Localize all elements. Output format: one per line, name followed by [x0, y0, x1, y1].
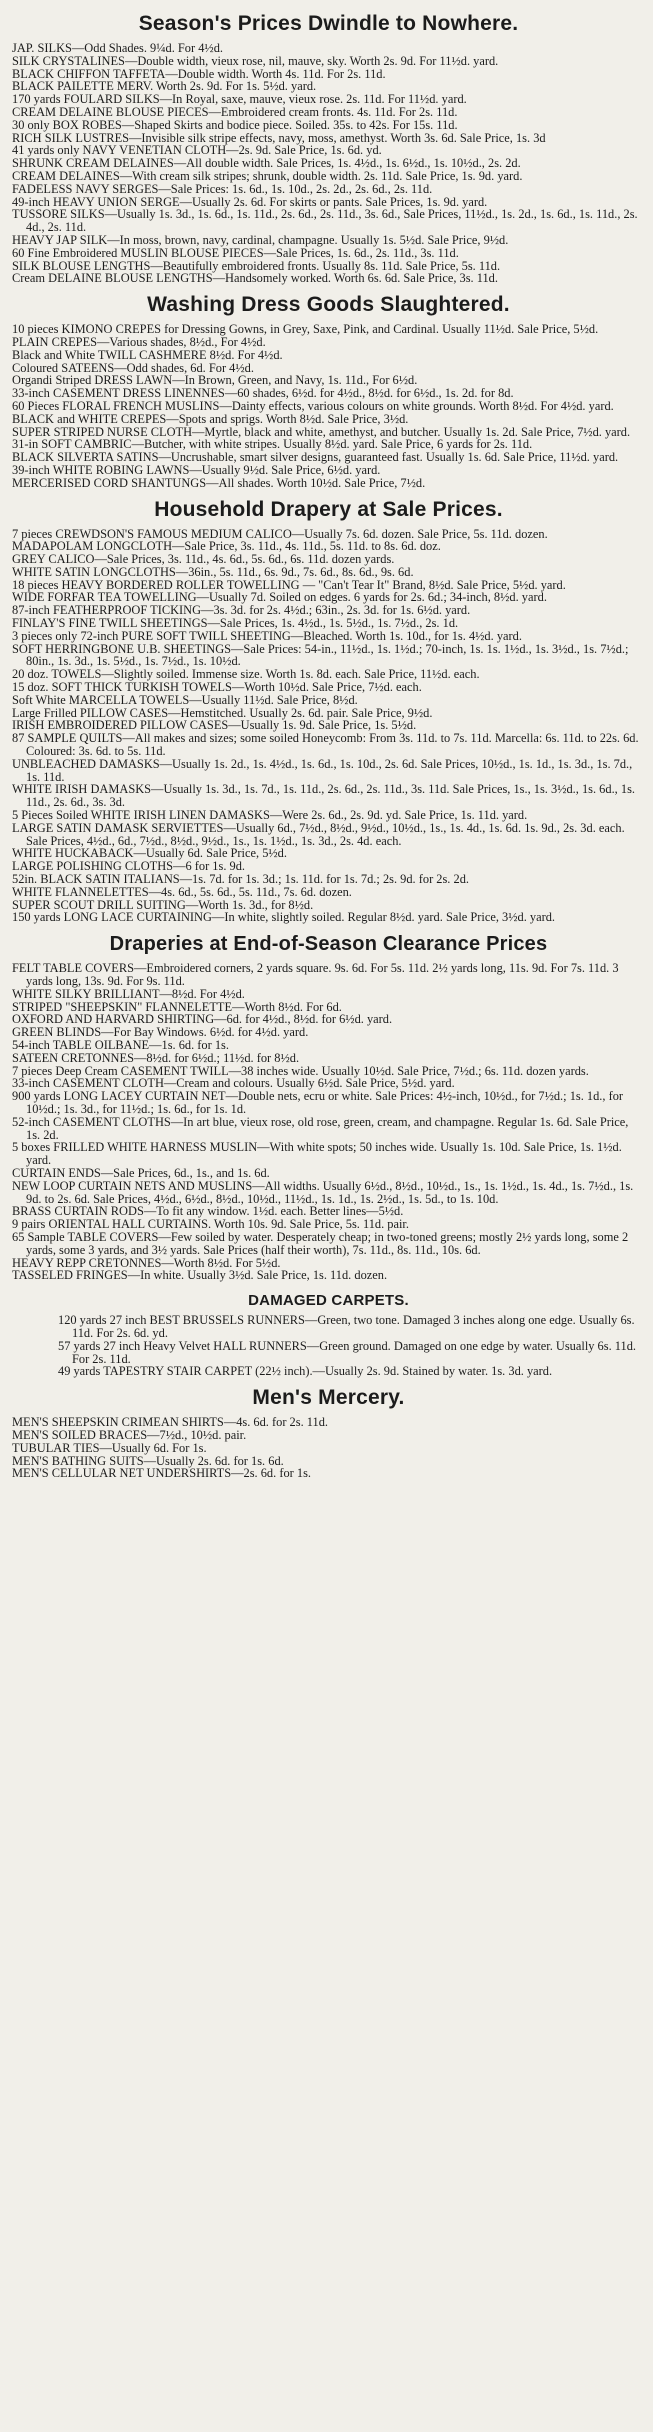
sale-item: RICH SILK LUSTRES—Invisible silk stripe effects, navy, moss, amethyst. Worth 3s. 6d. Sale Price, 1s. 3d — [12, 130, 546, 145]
sale-item: 18 pieces HEAVY BORDERED ROLLER TOWELLING — "Can't Tear It" Brand, 8½d. Sale Price, 5½d. yard. — [12, 577, 566, 592]
sale-item: 52in. BLACK SATIN ITALIANS—1s. 7d. for 1s. 3d.; 1s. 11d. for 1s. 7d.; 2s. 9d. for 2s. 2d. — [12, 872, 469, 887]
sale-item: SHRUNK CREAM DELAINES—All double width. Sale Prices, 1s. 4½d., 1s. 6½d., 1s. 10½d., 2s. 2d. — [12, 156, 521, 171]
ad-section — [12, 1290, 645, 1378]
sale-item: 900 yards LONG LACEY CURTAIN NET—Double nets, ecru or white. Sale Prices: 4½-inch, 10½d., for 7½d.; 1s. 1d., for 10½d.; 1s. 3d., for 11½d.; 1s. 6d., for 1s. 1d. — [12, 1089, 624, 1116]
sale-item: GREEN BLINDS—For Bay Windows. 6½d. for 4½d. yard. — [12, 1025, 309, 1040]
sale-item: LARGE SATIN DAMASK SERVIETTES—Usually 6d., 7½d., 8½d., 9½d., 10½d., 1s., 1s. 4d., 1s. 6d. 1s. 9d., 2s. 3d. each. Sale Prices, 4½d., 6d., 7½d., 8½d., 9½d., 1s., 1s. 1½d., 1s. 3d., 2s. 4d. each. — [12, 820, 625, 848]
sale-item: 87-inch FEATHERPROOF TICKING—3s. 3d. for 2s. 4½d.; 63in., 2s. 3d. for 1s. 6½d. yard. — [12, 603, 471, 618]
sale-item: 10 pieces KIMONO CREPES for Dressing Gowns, in Grey, Saxe, Pink, and Cardinal. Usually 11½d. Sale Price, 5½d. — [12, 322, 599, 337]
sale-item: CREAM DELAINE BLOUSE PIECES—Embroidered cream fronts. 4s. 11d. For 2s. 11d. — [12, 104, 458, 119]
sale-item: 60 Fine Embroidered MUSLIN BLOUSE PIECES—Sale Prices, 1s. 6d., 2s. 11d., 3s. 11d. — [12, 245, 459, 260]
sale-item: JAP. SILKS—Odd Shades. 9¼d. For 4½d. — [12, 41, 224, 55]
sale-item: BRASS CURTAIN RODS—To fit any window. 1½d. each. Better lines—5½d. — [12, 1204, 404, 1219]
sale-item: MEN'S BATHING SUITS—Usually 2s. 6d. for 1s. 6d. — [12, 1453, 284, 1468]
sale-item: MEN'S SHEEPSKIN CRIMEAN SHIRTS—4s. 6d. for 2s. 11d. — [12, 1415, 328, 1430]
sale-item: TUSSORE SILKS—Usually 1s. 3d., 1s. 6d., 1s. 11d., 2s. 6d., 2s. 11d., 3s. 6d., Sale Prices, 11½d., 1s. 2d., 1s. 6d., 1s. 11d., 2s. 4d., 2s. 11d. — [12, 207, 638, 235]
sale-item: WIDE FORFAR TEA TOWELLING—Usually 7d. Soiled on edges. 6 yards for 2s. 6d.; 34-inch, 8½d. yard. — [12, 590, 547, 605]
sale-item: SILK CRYSTALINES—Double width, vieux rose, nil, mauve, sky. Worth 2s. 9d. For 11½d. yard. — [12, 53, 499, 68]
sale-item: 49-inch HEAVY UNION SERGE—Usually 2s. 6d. For skirts or pants. Sale Prices, 1s. 9d. yard. — [12, 194, 488, 209]
ad-section — [12, 496, 645, 925]
sale-item: MEN'S SOILED BRACES—7½d., 10½d. pair. — [12, 1427, 247, 1442]
ad-section — [12, 10, 645, 285]
sale-item: 7 pieces CREWDSON'S FAMOUS MEDIUM CALICO—Usually 7s. 6d. dozen. Sale Price, 5s. 11d. dozen. — [12, 526, 548, 541]
sale-item: GREY CALICO—Sale Prices, 3s. 11d., 4s. 6d., 5s. 6d., 6s. 11d. dozen yards. — [12, 552, 395, 567]
sale-item: WHITE SATIN LONGCLOTHS—36in., 5s. 11d., 6s. 9d., 7s. 6d., 8s. 6d., 9s. 6d. — [12, 564, 414, 579]
sale-item: 5 boxes FRILLED WHITE HARNESS MUSLIN—With white spots; 50 inches wide. Usually 1s. 10d. Sale Price, 1s. 1½d. yard. — [12, 1140, 622, 1168]
sale-item: 120 yards 27 inch BEST BRUSSELS RUNNERS—Green, two tone. Damaged 3 inches along one edge. Usually 6s. 11d. For 2s. 6d. yd. — [58, 1313, 635, 1340]
sale-item: UNBLEACHED DAMASKS—Usually 1s. 2d., 1s. 4½d., 1s. 6d., 1s. 10d., 2s. 6d. Sale Prices, 10½d., 1s. 1d., 1s. 3d., 1s. 7d., 1s. 11d. — [12, 756, 633, 784]
sale-item: 30 only BOX ROBES—Shaped Skirts and bodice piece. Soiled. 35s. to 42s. For 15s. 11d. — [12, 117, 458, 132]
sale-item: FELT TABLE COVERS—Embroidered corners, 2 yards square. 9s. 6d. For 5s. 11d. 2½ yards long, 11s. 9d. For 7s. 11d. 3 yards long, 13s. 9d. For 9s. 11d. — [12, 961, 619, 988]
sale-item: 87 SAMPLE QUILTS—All makes and sizes; some soiled Honeycomb: From 3s. 11d. to 7s. 11d. Marcella: 6s. 11d. to 22s. 6d. Coloured: 3s. 6d. to 5s. 11d. — [12, 731, 639, 759]
sale-item: BLACK SILVERTA SATINS—Uncrushable, smart silver designs, guaranteed fast. Usually 1s. 6d. Sale Price, 11½d. yard. — [12, 450, 619, 465]
sale-item: BLACK PAILETTE MERV. Worth 2s. 9d. For 1s. 5½d. yard. — [12, 79, 317, 94]
sale-item: CREAM DELAINES—With cream silk stripes; shrunk, double width. 2s. 11d. Sale Price, 1s. 9d. yard. — [12, 168, 523, 183]
sale-item: LARGE POLISHING CLOTHS—6 for 1s. 9d. — [12, 859, 246, 874]
sale-item: FADELESS NAVY SERGES—Sale Prices: 1s. 6d., 1s. 10d., 2s. 2d., 2s. 6d., 2s. 11d. — [12, 181, 433, 196]
sale-item: NEW LOOP CURTAIN NETS AND MUSLINS—All widths. Usually 6½d., 8½d., 10½d., 1s., 1s. 1½d., 1s. 4d., 1s. 7½d., 1s. 9d. to 2s. 6d. Sale Prices, 4½d., 6½d., 8½d., 10½d., 11½d., 1s. 1d., 1s. 2½d., 1s. 5d., to 1s. 10d. — [12, 1178, 634, 1206]
sale-item: WHITE HUCKABACK—Usually 6d. Sale Price, 5½d. — [12, 846, 287, 861]
sale-item: WHITE IRISH DAMASKS—Usually 1s. 3d., 1s. 7d., 1s. 11d., 2s. 6d., 2s. 11d., 3s. 11d. Sale Prices, 1s., 1s. 3½d., 1s. 6d., 1s. 11d., 2s. 6d., 3s. 3d. — [12, 782, 635, 810]
sale-item: 170 yards FOULARD SILKS—In Royal, saxe, mauve, vieux rose. 2s. 11d. For 11½d. yard. — [12, 92, 467, 107]
sale-item: BLACK CHIFFON TAFFETA—Double width. Worth 4s. 11d. For 2s. 11d. — [12, 66, 386, 81]
ad-section — [12, 1384, 645, 1480]
sale-item: 5 Pieces Soiled WHITE IRISH LINEN DAMASKS—Were 2s. 6d., 2s. 9d. yd. Sale Price, 1s. 11d. yard. — [12, 808, 528, 823]
sale-item: SUPER SCOUT DRILL SUITING—Worth 1s. 3d., for 8½d. — [12, 897, 314, 912]
sale-item: MADAPOLAM LONGCLOTH—Sale Price, 3s. 11d., 4s. 11d., 5s. 11d. to 8s. 6d. doz. — [12, 539, 441, 554]
sale-item: 33-inch CASEMENT DRESS LINENNES—60 shades, 6½d. for 4½d., 8½d. for 6½d., 1s. 2d. for 8d. — [12, 386, 514, 401]
sale-item: WHITE FLANNELETTES—4s. 6d., 5s. 6d., 5s. 11d., 7s. 6d. dozen. — [12, 884, 352, 899]
sale-item: IRISH EMBROIDERED PILLOW CASES—Usually 1s. 9d. Sale Price, 1s. 5½d. — [12, 718, 417, 733]
sale-item: 20 doz. TOWELS—Slightly soiled. Immense size. Worth 1s. 8d. each. Sale Price, 11½d. each. — [12, 667, 480, 682]
section-heading: Men's Mercery. — [252, 1386, 405, 1410]
sale-item: Soft White MARCELLA TOWELS—Usually 11½d. Sale Price, 8½d. — [12, 692, 358, 707]
sale-item: MEN'S CELLULAR NET UNDERSHIRTS—2s. 6d. for 1s. — [12, 1466, 311, 1481]
sale-item: 7 pieces Deep Cream CASEMENT TWILL—38 inches wide. Usually 10½d. Sale Price, 7½d.; 6s. 11d. dozen yards. — [12, 1063, 589, 1078]
ad-section — [12, 291, 645, 489]
sale-item: 60 Pieces FLORAL FRENCH MUSLINS—Dainty effects, various colours on white grounds. Worth 8½d. For 4½d. yard. — [12, 398, 614, 413]
sale-item: 3 pieces only 72-inch PURE SOFT TWILL SHEETING—Bleached. Worth 1s. 10d., for 1s. 4½d. yard. — [12, 628, 522, 643]
sale-item: FINLAY'S FINE TWILL SHEETINGS—Sale Prices, 1s. 4½d., 1s. 5½d., 1s. 7½d., 2s. 1d. — [12, 616, 459, 631]
section-heading: Household Drapery at Sale Prices. — [154, 497, 503, 521]
sale-item: TUBULAR TIES—Usually 6d. For 1s. — [12, 1440, 207, 1455]
sale-item: Organdi Striped DRESS LAWN—In Brown, Green, and Navy, 1s. 11d., For 6½d. — [12, 373, 418, 388]
sale-item: PLAIN CREPES—Various shades, 8½d., For 4½d. — [12, 334, 266, 349]
sale-item: 49 yards TAPESTRY STAIR CARPET (22½ inch).—Usually 2s. 9d. Stained by water. 1s. 3d. yard. — [58, 1364, 553, 1379]
sale-item: 39-inch WHITE ROBING LAWNS—Usually 9½d. Sale Price, 6½d. yard. — [12, 462, 381, 477]
ad-section — [12, 930, 645, 1282]
sale-item: SUPER STRIPED NURSE CLOTH—Myrtle, black and white, amethyst, and butcher. Usually 1s. 2d. Sale Price, 7½d. yard. — [12, 424, 631, 439]
section-heading: DAMAGED CARPETS. — [248, 1292, 409, 1310]
section-heading: Season's Prices Dwindle to Nowhere. — [138, 12, 519, 35]
sale-item: 54-inch TABLE OILBANE—1s. 6d. for 1s. — [12, 1037, 229, 1052]
sale-item: CURTAIN ENDS—Sale Prices, 6d., 1s., and 1s. 6d. — [12, 1165, 270, 1180]
sale-item: WHITE SILKY BRILLIANT—8½d. For 4½d. — [12, 986, 245, 1001]
sale-item: 57 yards 27 inch Heavy Velvet HALL RUNNERS—Green ground. Damaged on one edge by water. Usually 6s. 11d. For 2s. 11d. — [58, 1338, 636, 1366]
sale-item: STRIPED "SHEEPSKIN" FLANNELETTE—Worth 8½d. For 6d. — [12, 999, 342, 1014]
sale-item: HEAVY REPP CRETONNES—Worth 8½d. For 5½d. — [12, 1255, 281, 1270]
sale-item: SOFT HERRINGBONE U.B. SHEETINGS—Sale Prices: 54-in., 11½d., 1s. 1½d.; 70-inch, 1s. 1s. 1½d., 1s. 3½d., 1s. 7½d.; 80in., 1s. 3d., 1s. 5½d., 1s. 7½d., 1s. 10½d. — [12, 641, 629, 669]
sale-item: SILK BLOUSE LENGTHS—Beautifully embroidered fronts. Usually 8s. 11d. Sale Price, 5s. 11d. — [12, 258, 501, 273]
sale-item: 41 yards only NAVY VENETIAN CLOTH—2s. 9d. Sale Price, 1s. 6d. yd. — [12, 143, 382, 158]
sale-item: 9 pairs ORIENTAL HALL CURTAINS. Worth 10s. 9d. Sale Price, 5s. 11d. pair. — [12, 1217, 409, 1232]
sale-item: Coloured SATEENS—Odd shades, 6d. For 4½d. — [12, 360, 254, 375]
sale-item: 31-in SOFT CAMBRIC—Butcher, with white stripes. Usually 8½d. yard. Sale Price, 6 yards for 2s. 11d. — [12, 437, 533, 452]
sale-item: BLACK and WHITE CREPES—Spots and sprigs. Worth 8½d. Sale Price, 3½d. — [12, 411, 409, 426]
sale-item: MERCERISED CORD SHANTUNGS—All shades. Worth 10½d. Sale Price, 7½d. — [12, 475, 426, 490]
sale-item: 150 yards LONG LACE CURTAINING—In white, slightly soiled. Regular 8½d. yard. Sale Price, 3½d. yard. — [12, 910, 556, 925]
section-heading: Washing Dress Goods Slaughtered. — [147, 293, 510, 317]
sale-item: SATEEN CRETONNES—8½d. for 6½d.; 11½d. for 8½d. — [12, 1050, 300, 1065]
sale-item: TASSELED FRINGES—In white. Usually 3½d. Sale Price, 1s. 11d. dozen. — [12, 1268, 388, 1283]
sale-item: Large Frilled PILLOW CASES—Hemstitched. Usually 2s. 6d. pair. Sale Price, 9½d. — [12, 705, 433, 720]
section-heading: Draperies at End-of-Season Clearance Prices — [109, 933, 548, 956]
sale-item: 65 Sample TABLE COVERS—Few soiled by water. Desperately cheap; in two-toned greens; mostly 2½ yards long, some 2 yards, some 3 yards, and 3½ yards. Sale Prices (half their worth), 7s. 11d., 8s. 11d., 10s. 6d. — [12, 1229, 629, 1257]
sale-item: HEAVY JAP SILK—In moss, brown, navy, cardinal, champagne. Usually 1s. 5½d. Sale Price, 9½d. — [12, 232, 509, 247]
sale-item: 33-inch CASEMENT CLOTH—Cream and colours. Usually 6½d. Sale Price, 5½d. yard. — [12, 1076, 455, 1091]
sale-item: 52-inch CASEMENT CLOTHS—In art blue, vieux rose, old rose, green, cream, and champagne. Regular 1s. 6d. Sale Price, 1s. 2d. — [12, 1114, 629, 1142]
sale-item: Cream DELAINE BLOUSE LENGTHS—Handsomely worked. Worth 6s. 6d. Sale Price, 3s. 11d. — [12, 271, 498, 286]
sale-item: Black and White TWILL CASHMERE 8½d. For 4½d. — [12, 347, 283, 362]
sale-item: 15 doz. SOFT THICK TURKISH TOWELS—Worth 10½d. Sale Price, 7½d. each. — [12, 680, 422, 695]
sale-item: OXFORD AND HARVARD SHIRTING—6d. for 4½d., 8½d. for 6½d. yard. — [12, 1012, 393, 1027]
